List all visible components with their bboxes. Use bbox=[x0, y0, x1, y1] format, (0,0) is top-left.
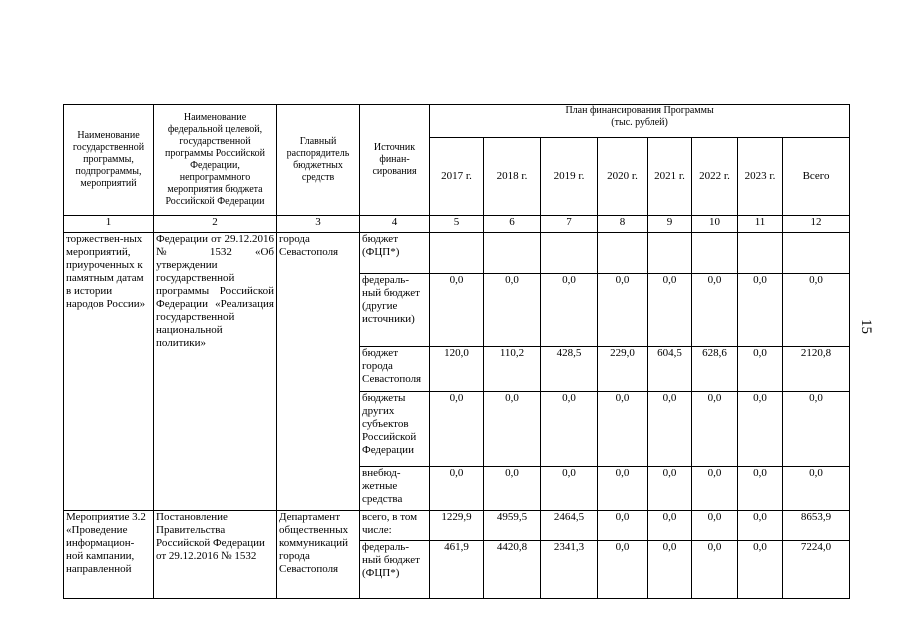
value-cell: 0,0 bbox=[648, 541, 692, 599]
federal-program-cell: Постановление Правительства Российской Федерации от 29.12.2016 № 1532 bbox=[154, 511, 277, 599]
column-index: 3 bbox=[277, 216, 360, 233]
value-cell bbox=[738, 233, 783, 274]
column-index: 11 bbox=[738, 216, 783, 233]
table-row bbox=[64, 233, 850, 274]
value-cell: 428,5 bbox=[541, 347, 598, 392]
funding-source-cell: бюджет города Севастополя bbox=[360, 347, 430, 392]
value-cell: 0,0 bbox=[484, 274, 541, 347]
value-cell: 2341,3 bbox=[541, 541, 598, 599]
value-cell: 0,0 bbox=[598, 541, 648, 599]
value-cell: 7224,0 bbox=[783, 541, 850, 599]
value-cell: 0,0 bbox=[598, 511, 648, 541]
financing-table bbox=[63, 104, 850, 599]
value-cell: 0,0 bbox=[692, 541, 738, 599]
value-cell: 120,0 bbox=[430, 347, 484, 392]
value-cell: 0,0 bbox=[598, 392, 648, 467]
value-cell bbox=[430, 233, 484, 274]
value-cell: 0,0 bbox=[598, 274, 648, 347]
column-index: 12 bbox=[783, 216, 850, 233]
value-cell bbox=[484, 233, 541, 274]
column-index: 7 bbox=[541, 216, 598, 233]
budget-manager-cell: Департамент общественных коммуникаций города Севастополя bbox=[277, 511, 360, 599]
column-index: 9 bbox=[648, 216, 692, 233]
budget-manager-cell: города Севастополя bbox=[277, 233, 360, 511]
header-federal-program: Наименование федеральной целевой, государственной программы Российской Федерации, непрограммного мероприятия бюджета Российской Федерации bbox=[154, 105, 277, 216]
value-cell bbox=[598, 233, 648, 274]
year-header: 2023 г. bbox=[738, 138, 783, 216]
year-header: 2019 г. bbox=[541, 138, 598, 216]
value-cell: 0,0 bbox=[738, 274, 783, 347]
funding-source-cell: бюджеты других субъектов Российской Федерации bbox=[360, 392, 430, 467]
page-number: 15 bbox=[858, 319, 874, 334]
header-financing-plan bbox=[430, 105, 850, 138]
funding-source-cell: федераль-ный бюджет (другие источники) bbox=[360, 274, 430, 347]
value-cell: 0,0 bbox=[692, 392, 738, 467]
plan-units: (тыс. рублей) bbox=[611, 117, 668, 128]
column-index: 8 bbox=[598, 216, 648, 233]
table-row bbox=[64, 511, 850, 541]
value-cell: 0,0 bbox=[738, 541, 783, 599]
federal-program-cell: Федерации от 29.12.2016 № 1532 «Об утверждении государственной программы Российской Федерации «Реализация государственной национальной политики» bbox=[154, 233, 277, 511]
value-cell: 4420,8 bbox=[484, 541, 541, 599]
value-cell: 0,0 bbox=[648, 274, 692, 347]
value-cell: 0,0 bbox=[430, 467, 484, 511]
funding-source-cell: всего, в том числе: bbox=[360, 511, 430, 541]
value-cell: 0,0 bbox=[783, 274, 850, 347]
value-cell: 0,0 bbox=[484, 392, 541, 467]
column-index: 1 bbox=[64, 216, 154, 233]
total-header: Всего bbox=[783, 138, 850, 216]
header-budget-manager: Главный распорядитель бюджетных средств bbox=[277, 105, 360, 216]
value-cell: 0,0 bbox=[484, 467, 541, 511]
value-cell: 0,0 bbox=[692, 274, 738, 347]
value-cell: 4959,5 bbox=[484, 511, 541, 541]
value-cell: 2120,8 bbox=[783, 347, 850, 392]
value-cell: 0,0 bbox=[692, 511, 738, 541]
header-funding-source: Источник финан-сирования bbox=[360, 105, 430, 216]
value-cell: 110,2 bbox=[484, 347, 541, 392]
year-header: 2018 г. bbox=[484, 138, 541, 216]
value-cell: 0,0 bbox=[541, 392, 598, 467]
funding-source-cell: внебюд-жетные средства bbox=[360, 467, 430, 511]
value-cell: 0,0 bbox=[738, 347, 783, 392]
year-header: 2020 г. bbox=[598, 138, 648, 216]
value-cell: 1229,9 bbox=[430, 511, 484, 541]
value-cell: 0,0 bbox=[783, 467, 850, 511]
column-index: 6 bbox=[484, 216, 541, 233]
value-cell: 0,0 bbox=[738, 392, 783, 467]
value-cell: 0,0 bbox=[541, 274, 598, 347]
program-name-cell: торжествен-ных мероприятий, приуроченных к памятным датам в истории народов России» bbox=[64, 233, 154, 511]
column-index: 10 bbox=[692, 216, 738, 233]
year-header: 2021 г. bbox=[648, 138, 692, 216]
value-cell bbox=[648, 233, 692, 274]
column-index: 2 bbox=[154, 216, 277, 233]
value-cell: 0,0 bbox=[648, 511, 692, 541]
value-cell: 0,0 bbox=[783, 392, 850, 467]
year-header: 2017 г. bbox=[430, 138, 484, 216]
value-cell: 461,9 bbox=[430, 541, 484, 599]
column-index-row bbox=[64, 216, 850, 233]
value-cell: 0,0 bbox=[648, 392, 692, 467]
header-program-name: Наименование государственной программы, подпрограммы, мероприятий bbox=[64, 105, 154, 216]
value-cell: 0,0 bbox=[430, 274, 484, 347]
value-cell: 0,0 bbox=[738, 467, 783, 511]
value-cell: 0,0 bbox=[648, 467, 692, 511]
value-cell: 0,0 bbox=[692, 467, 738, 511]
value-cell: 604,5 bbox=[648, 347, 692, 392]
value-cell bbox=[541, 233, 598, 274]
plan-title: План финансирования Программы bbox=[565, 105, 714, 116]
value-cell: 0,0 bbox=[738, 511, 783, 541]
value-cell: 8653,9 bbox=[783, 511, 850, 541]
funding-source-cell: федераль-ный бюджет (ФЦП*) bbox=[360, 541, 430, 599]
value-cell bbox=[692, 233, 738, 274]
value-cell: 229,0 bbox=[598, 347, 648, 392]
value-cell: 0,0 bbox=[430, 392, 484, 467]
year-header: 2022 г. bbox=[692, 138, 738, 216]
value-cell: 0,0 bbox=[541, 467, 598, 511]
value-cell: 2464,5 bbox=[541, 511, 598, 541]
column-index: 4 bbox=[360, 216, 430, 233]
column-index: 5 bbox=[430, 216, 484, 233]
value-cell: 0,0 bbox=[598, 467, 648, 511]
value-cell bbox=[783, 233, 850, 274]
value-cell: 628,6 bbox=[692, 347, 738, 392]
funding-source-cell: бюджет (ФЦП*) bbox=[360, 233, 430, 274]
program-name-cell: Мероприятие 3.2 «Проведение информацион-ной кампании, направленной bbox=[64, 511, 154, 599]
